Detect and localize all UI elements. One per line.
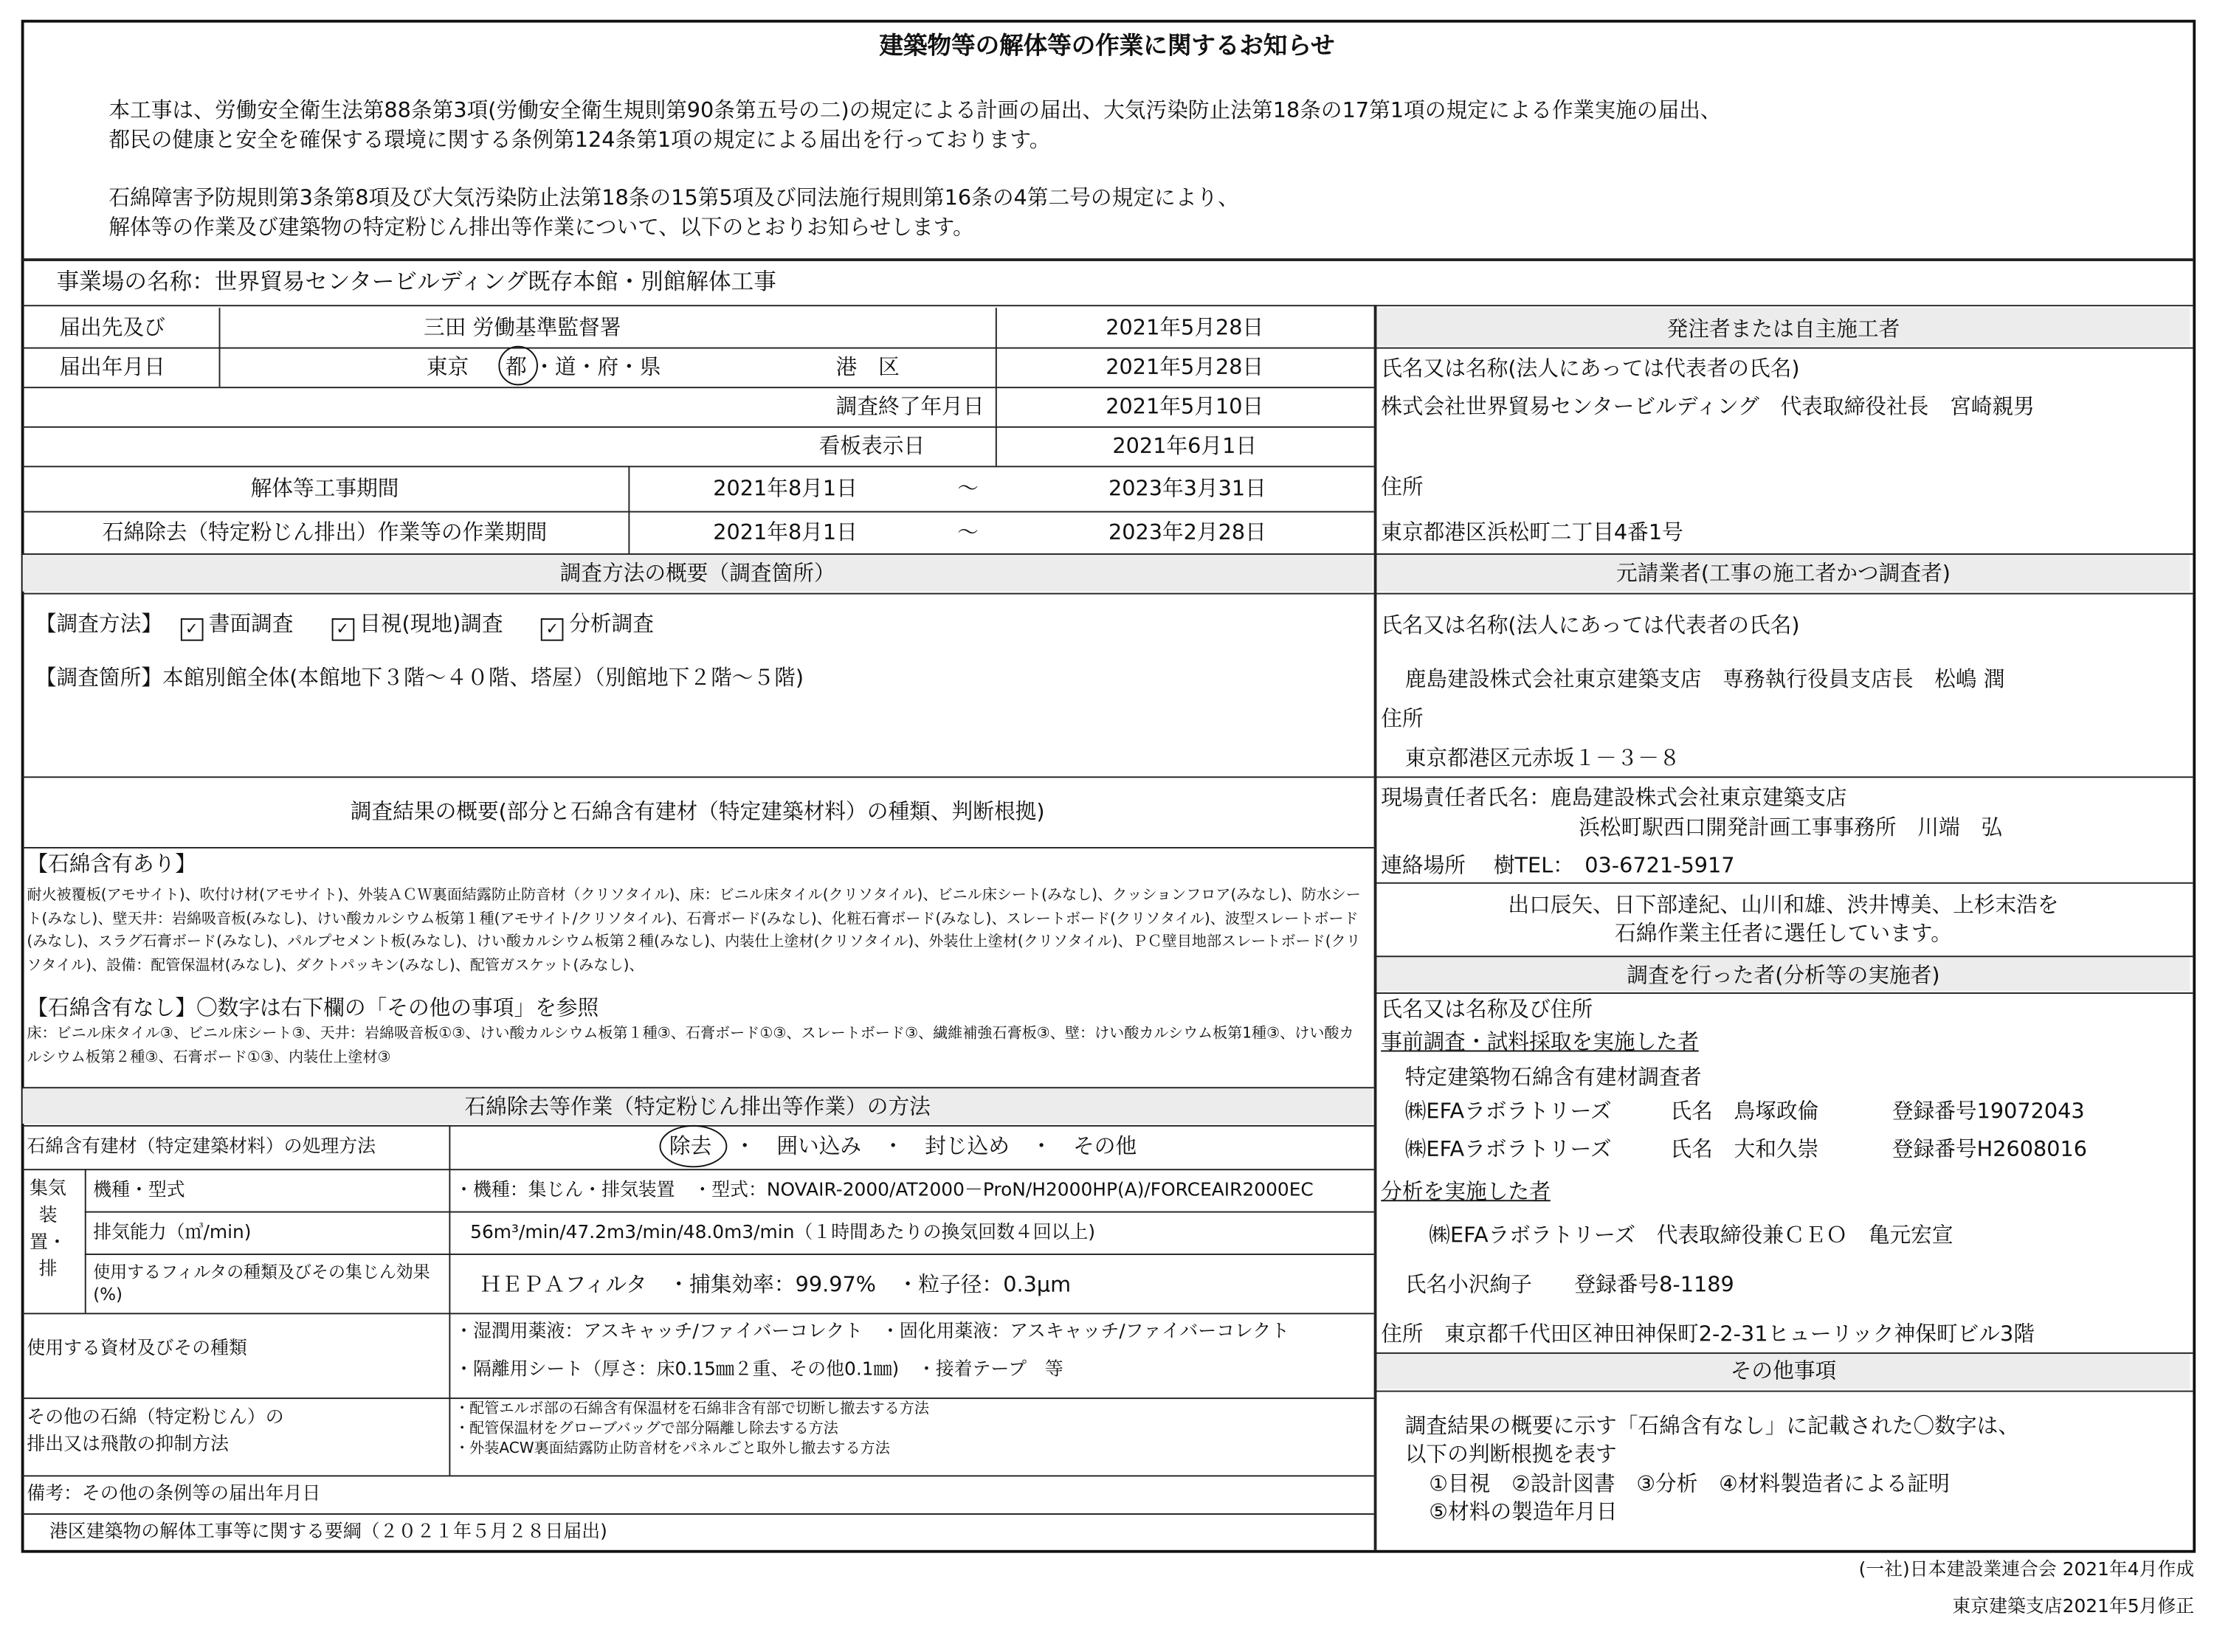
analysis-label: 分析を実施した者 [1381, 1178, 1551, 1205]
materials-item: ・隔離用シート（厚さ：床0.15㎜２重、その他0.1㎜) ・接着テープ 等 [455, 1359, 1063, 1381]
divider [21, 258, 2193, 261]
other-note: ①目視 ②設計図書 ③分析 ④材料製造者による証明 [1429, 1470, 1950, 1497]
owner-address-label: 住所 [1381, 474, 1424, 500]
other-method-label: その他の石綿（特定粉じん）の [27, 1407, 284, 1429]
materials-label: 使用する資材及びその種類 [27, 1338, 247, 1360]
process-method-label: 石綿含有建材（特定建築材料）の処理方法 [27, 1136, 376, 1158]
other-note: 調査結果の概要に示す「石綿含有なし」に記載された〇数字は、 [1404, 1413, 2020, 1439]
prefecture: 東京 [426, 354, 469, 380]
demolition-period-label: 解体等工事期間 [250, 475, 399, 502]
divider [21, 305, 2193, 306]
surveyor-header: 調査を行った者(分析等の実施者) [1627, 962, 1940, 989]
survey-method-label: 【調査方法】 [35, 611, 163, 637]
sign-date: 2021年6月1日 [1112, 433, 1258, 459]
surveyor-reg: 登録番号19072043 [1891, 1098, 2085, 1124]
checkbox-analysis-survey[interactable]: ✓ [541, 618, 564, 641]
surveyor-name: 氏名 鳥塚政倫 [1670, 1098, 1819, 1124]
period-separator: ～ [957, 475, 979, 502]
other-header: その他事項 [1730, 1358, 1837, 1384]
remarks-label: 備考：その他の条例等の届出年月日 [27, 1483, 321, 1505]
checkbox-document-survey[interactable]: ✓ [181, 618, 204, 641]
asbestos-present-list: 耐火被覆板(アモサイト)、吹付け材(アモサイト)、外装ＡＣＷ裏面結露防止防音材（クリソタイル)、床：ビニル床タイル(クリソタイル)、ビニル床シート(みなし)、クッションフロア(みなし)、防水シート(みなし)、壁天井：岩綿吸音板(みなし)、けい酸カルシウム板第１種(アモサイト/クリソタイル)、石膏ボード(みなし)、化粧石膏ボード(みなし)、スレートボード(クリソタイル)、波型スレートボード(みなし)、スラグ石膏ボード(みなし)、パルプセメント板(みなし)、けい酸カルシウム板第２種(みなし)、内装仕上塗材(クリソタイル)、外装仕上塗材(クリソタイル)、ＰＣ壁目地部スレートボード(クリソタイル)、設備：配管保温材(みなし)、ダクトパッキン(みなし)、配管ガスケット(みなし)、 [27, 886, 1361, 974]
intro-line: 解体等の作業及び建築物の特定粉じん排出等作業について、以下のとおりお知らせします。 [108, 214, 974, 241]
survey-location: 【調査箇所】本館別館全体(本館地下３階～４０階、塔屋）（別館地下２階～５階) [35, 665, 804, 691]
contractor-name: 鹿島建設株式会社東京建築支店 専務執行役員支店長 松嶋 潤 [1404, 666, 2005, 692]
exhaust-capacity: 56m³/min/47.2m3/min/48.0m3/min（１時間あたりの換気回数４回以上) [470, 1222, 1096, 1244]
surveyor-label: 氏名又は名称及び住所 [1381, 996, 1593, 1023]
surveyor-company: ㈱EFAラボラトリーズ [1404, 1136, 1612, 1162]
asbestos-present-label: 【石綿含有あり】 [27, 851, 196, 877]
prefecture-options: ・道・府・県 [534, 354, 661, 380]
survey-methods [35, 611, 654, 640]
intro-line: 都民の健康と安全を確保する環境に関する条例第124条第1項の規定による届出を行っております。 [108, 127, 1051, 153]
pre-survey-label: 事前調査・試料採取を実施した者 [1381, 1029, 1699, 1055]
contact: 連絡場所 樹TEL： 03-6721-5917 [1381, 852, 1735, 879]
intro-line: 本工事は、労働安全衛生法第88条第3項(労働安全衛生規則第90条第五号の二)の規定による計画の届出、大気汚染防止法第18条の17第1項の規定による作業実施の届出、 [108, 97, 1722, 123]
collector-label: 集気装置・排 [30, 1178, 66, 1281]
surveyor-company: ㈱EFAラボラトリーズ [1404, 1098, 1612, 1124]
other-method: ・外装ACW裏面結露防止防音材をパネルごと取外し撤去する方法 [455, 1440, 890, 1457]
removal-period-label: 石綿除去（特定粉じん排出）作業等の作業期間 [102, 519, 548, 545]
pre-survey-qualification: 特定建築物石綿含有建材調査者 [1404, 1064, 1702, 1091]
remarks: 港区建築物の解体工事等に関する要綱（２０２１年５月２８日届出) [49, 1521, 607, 1544]
owner-address: 東京都港区浜松町二丁目4番1号 [1381, 519, 1683, 545]
surveyor-reg: 登録番号H2608016 [1891, 1136, 2088, 1162]
checkbox-visual-survey[interactable]: ✓ [331, 618, 354, 641]
owner-name-label: 氏名又は名称(法人にあっては代表者の氏名) [1381, 356, 1800, 381]
process-option-selected: 除去 [669, 1133, 712, 1159]
filter-label: 使用するフィルタの種類及びその集じん効果(%) [93, 1262, 430, 1304]
sign-date-label: 看板表示日 [818, 433, 925, 459]
analysis-person: 氏名小沢絢子 登録番号8-1189 [1404, 1271, 1734, 1298]
period-separator: ～ [957, 519, 979, 545]
contractor-address: 東京都港区元赤坂１－３－８ [1404, 745, 1680, 771]
asbestos-chiefs: 出口辰矢、日下部達紀、山川和雄、渋井博美、上杉末浩を [1508, 892, 2059, 918]
other-note: 以下の判断根拠を表す [1404, 1441, 1617, 1467]
owner-name: 株式会社世界貿易センタービルディング 代表取締役社長 宮崎親男 [1381, 393, 2035, 420]
period-start: 2021年8月1日 [713, 475, 858, 502]
notification-label: 届出年月日 [59, 354, 165, 380]
contractor-name-label: 氏名又は名称(法人にあっては代表者の氏名) [1381, 612, 1800, 638]
results-header: 調査結果の概要(部分と石綿含有建材（特定建築材料）の種類、判断根拠) [350, 798, 1045, 825]
footer-revision: 東京建築支店2021年5月修正 [1952, 1596, 2195, 1618]
contractor-address-label: 住所 [1381, 705, 1424, 732]
asbestos-chiefs: 石綿作業主任者に選任しています。 [1615, 920, 1952, 946]
survey-end-date: 2021年5月10日 [1106, 393, 1264, 420]
collector-model-label: 機種・型式 [93, 1180, 185, 1202]
other-method-label: 排出又は飛散の抑制方法 [27, 1434, 229, 1456]
filter-spec: ＨＥＰＡフィルタ ・捕集効率：99.97% ・粒子径：0.3μm [480, 1271, 1072, 1298]
other-method: ・配管エルボ部の石綿含有保温材を石綿非含有部で切断し撤去する方法 [455, 1400, 929, 1417]
analysis-address: 住所 東京都千代田区神田神保町2-2-31ヒューリック神保町ビル3階 [1381, 1321, 2035, 1347]
analysis-company: ㈱EFAラボラトリーズ 代表取締役兼ＣＥＯ 亀元宏宣 [1429, 1222, 1953, 1248]
other-note: ⑤材料の製造年月日 [1429, 1499, 1618, 1525]
labor-office-date: 2021年5月28日 [1106, 314, 1264, 341]
footer-credit: (一社)日本建設業連合会 2021年4月作成 [1858, 1560, 2195, 1581]
process-options: ・ 囲い込み ・ 封じ込め ・ その他 [734, 1133, 1137, 1159]
site-manager-office: 浜松町駅西口開発計画工事事務所 川端 弘 [1579, 814, 2003, 840]
intro-line: 石綿障害予防規則第3条第8項及び大気汚染防止法第18条の15第5項及び同法施行規則第16条の4第二号の規定により、 [108, 184, 1239, 211]
checkbox-label: 分析調査 [569, 611, 655, 637]
contractor-header: 元請業者(工事の施工者かつ調査者) [1616, 560, 1951, 587]
checkbox-label: 書面調査 [208, 611, 294, 637]
checkbox-label: 目視(現地)調査 [359, 611, 503, 637]
period-end: 2023年2月28日 [1108, 519, 1266, 545]
survey-end-label: 調査終了年月日 [835, 393, 984, 420]
notice-title: 建築物等の解体等の作業に関するお知らせ [879, 32, 1335, 61]
asbestos-absent-label: 【石綿含有なし】〇数字は右下欄の「その他の事項」を参照 [27, 995, 599, 1021]
surveyor-name: 氏名 大和久崇 [1670, 1136, 1819, 1162]
owner-header: 発注者または自主施工者 [1666, 316, 1900, 342]
period-end: 2023年3月31日 [1108, 475, 1266, 502]
materials-item: ・湿潤用薬液：アスキャッチ/ファイバーコレクト ・固化用薬液：アスキャッチ/ファイバーコレクト [455, 1321, 1290, 1343]
ward: 港 区 [835, 354, 900, 380]
other-method: ・配管保温材をグローブバッグで部分隔離し除去する方法 [455, 1420, 838, 1437]
notification-label: 届出先及び [59, 314, 165, 341]
site-manager: 現場責任者氏名：鹿島建設株式会社東京建築支店 [1381, 784, 1847, 811]
ward-date: 2021年5月28日 [1106, 354, 1264, 380]
prefecture-selected: 都 [505, 354, 527, 380]
site-name: 事業場の名称：世界貿易センタービルディング既存本館・別館解体工事 [56, 268, 776, 295]
exhaust-capacity-label: 排気能力（㎥/min) [93, 1222, 252, 1244]
labor-office: 三田 労働基準監督署 [423, 314, 621, 341]
collector-model: ・機種：集じん・排気装置 ・型式：NOVAIR-2000/AT2000－ProN/H2000HP(A)/FORCEAIR2000EC [455, 1180, 1314, 1202]
removal-header: 石綿除去等作業（特定粉じん排出等作業）の方法 [464, 1093, 931, 1120]
survey-header: 調査方法の概要（調査箇所） [559, 560, 835, 587]
period-start: 2021年8月1日 [713, 519, 858, 545]
asbestos-absent-list: 床：ビニル床タイル③、ビニル床シート③、天井：岩綿吸音板①③、けい酸カルシウム板第１種③、石膏ボード①③、スレートボード③、繊維補強石膏板③、壁：けい酸カルシウム板第1種③、けい酸カルシウム板第２種③、石膏ボード①③、内装仕上塗材③ [27, 1025, 1354, 1065]
